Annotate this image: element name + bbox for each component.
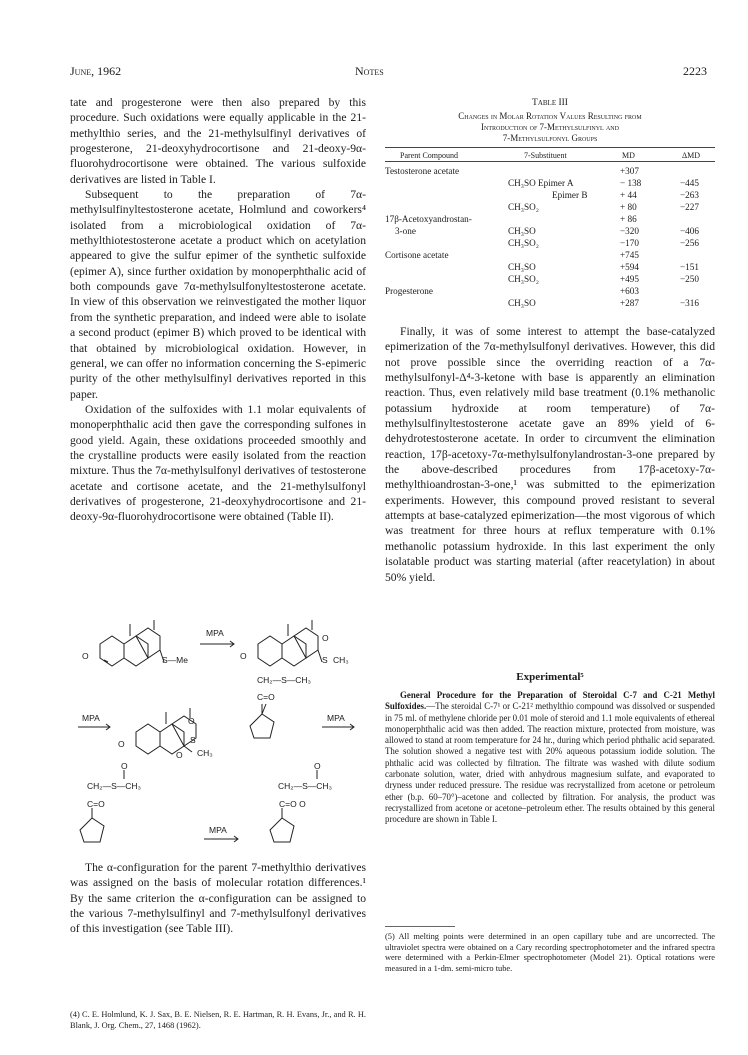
footnote: (5) All melting points were determined in an open capillary tube and are uncorrected. The ultraviolet spectra were obtained on a Cary recording spectrophotometer and the infrared spectra were determined with a Perkin-Elmer spectrophotometer (Model 21). Optical rotations were measured in a 1-dm. semi-micro tube.	[385, 932, 715, 973]
table-cell: CH₃SO₂	[508, 202, 539, 212]
table-cell: + 86	[620, 214, 637, 224]
table-cell: Epimer B	[552, 190, 588, 200]
table-cell: −170	[620, 238, 639, 248]
reaction-arrow-icon	[204, 835, 244, 843]
running-header-title: Notes	[355, 64, 384, 78]
table-cell: −263	[680, 190, 699, 200]
section-heading: Experimental⁵	[516, 671, 584, 683]
reaction-arrow-icon	[200, 640, 240, 648]
table-cell: +307	[620, 166, 639, 176]
table-caption: Changes in Molar Rotation Values Resulting from	[458, 111, 642, 121]
table-cell: −445	[680, 178, 699, 188]
left-column-top	[70, 95, 366, 525]
table-cell: − 138	[620, 178, 642, 188]
table-rule	[385, 161, 715, 162]
paragraph: Subsequent to the preparation of 7α-methylsulfinyltestosterone acetate, Holmlund and coworkers⁴ isolated from a microbiological oxidation of 7α-methylthiotestosterone acetate a product which on acetylation appeared to give the sulfur epimer of the synthetic sulfoxide (epimer A), since further oxidation by monoperphthalic acid of both compounds gave 7α-methylsulfonyltestosterone acetate. In view of this observation we reinvestigated the mother liquor from the synthetic preparation, and indeed were able to isolate a second product (epimer B) which proved to be identical with that obtained by microbiological oxidation. However, in general, we can offer no information concerning the S-epimeric purity of the other methylsulfinyl derivatives reported in this paper.	[70, 188, 366, 401]
keto-oxygen-label: O	[118, 739, 125, 749]
d-ring-structure	[244, 700, 294, 744]
table-cell: −406	[680, 226, 699, 236]
running-header-date: June, 1962	[70, 64, 122, 78]
table-cell: CH₃SO₂	[508, 274, 539, 284]
table-caption: 7-Methylsulfonyl Groups	[502, 133, 598, 143]
table-cell: 3-one	[395, 226, 416, 236]
table-cell: +287	[620, 298, 639, 308]
reaction-arrow-icon	[78, 723, 116, 731]
procedure-text: —The steroidal C-7¹ or C-21² methylthio compound was dissolved or suspended in 75 ml. of methylene chloride per 0.01 mole of steroid and 1.1 mole equivalents of ethereal monoperphthalic acid was then added. The reaction mixture, protected from moisture, was allowed to stand at room temperature for 24 hr., during which period phthalic acid separated. The solution showed a negative test with 20% aqueous potassium iodide solution. The phthalic acid was collected by filtration. The filtrate was washed with dilute sodium carbonate solution, water, dried with anhydrous magnesium sulfate, and evaporated to dryness under reduced pressure. The residue was recrystallized from acetone or petroleum ether (b.p. 60–70°)–acetone and collected by filtration. For analysis, the product was recrystallized from acetone or acetone–petroleum ether. The results obtained by this general procedure are shown in Table I.	[385, 701, 716, 825]
table-cell: −320	[620, 226, 639, 236]
bond-line	[120, 770, 130, 780]
table-cell: CH₃SO	[508, 298, 536, 308]
table-cell: −316	[680, 298, 699, 308]
reaction-arrow-label: MPA	[82, 713, 100, 723]
table-cell: + 44	[620, 190, 637, 200]
keto-oxygen-label: O	[240, 651, 247, 661]
methyl-label: CH₃	[197, 748, 213, 758]
table-header: Parent Compound	[400, 151, 458, 160]
paragraph: Finally, it was of some interest to attempt the base-catalyzed epimerization of the 7α-methylsulfonyl derivatives. However, this did not prove possible since the overriding reaction of a 7α-methylsulfonyl-Δ⁴-3-ketone with base is apparently an elimination reaction. Thus, even relatively mild base treatment (0.1% methanolic potassium hydroxide at room temperature) of 7α-methylsulfinyltestosterone acetate gave an 89% yield of 6-dehydrotestosterone acetate. In order to circumvent the elimination reaction, 17β-acetoxy-7α-methylsulfonylandrostan-3-one prepared by the above-described procedures from 17β-acetoxy-7α-methylthioandrostan-3-one,¹ was submitted to the epimerization experiments. However, this compound proved resistant to several attempts at base-catalyzed epimerization—the most vigorous of which was treatment for three hours at reflux temperature with 0.1% methanolic potassium hydroxide. In this last experiment the only isolatable product was starting material (after reacetylation) in about 50% yield.	[385, 325, 715, 584]
table-cell: CH₃SO₂	[508, 238, 539, 248]
reaction-arrow-label: MPA	[327, 713, 345, 723]
methyl-label: CH₃	[333, 655, 349, 665]
d-ring-structure	[266, 808, 316, 848]
carbonyl-label: C=O	[257, 692, 275, 702]
table-cell: −256	[680, 238, 699, 248]
table-header: ΔMD	[682, 151, 701, 160]
sulfoxide-oxygen-label: O	[121, 761, 128, 771]
table-cell: Cortisone acetate	[385, 250, 449, 260]
paragraph: tate and progesterone were then also prepared by this procedure. Such oxidations were equally applicable in the 21-methylthio series, and the 21-methylsulfinyl derivatives of progesterone, 21-deoxyhydrocortisone and 21-deoxy-9α-fluorohydrocortisone were obtained. The various sulfoxide derivatives are listed in Table I.	[70, 96, 366, 186]
table-cell: CH₃SO	[508, 262, 536, 272]
table-header: 7-Substituent	[524, 151, 567, 160]
procedure-title: General Procedure for the Preparation of Steroidal C-7 and C-21 Methyl Sulfoxides.	[385, 690, 715, 712]
right-column-body	[385, 324, 715, 585]
methylthio-label: S—Me	[162, 655, 188, 665]
sulfur-label: S	[322, 655, 328, 665]
keto-oxygen-label: O	[82, 651, 89, 661]
table-cell: +603	[620, 286, 639, 296]
d-ring-structure	[76, 808, 126, 848]
page-number: 2223	[683, 64, 707, 78]
carbonyl-label: C=O O	[279, 799, 306, 809]
table-rule	[385, 147, 715, 148]
table-header: MD	[622, 151, 635, 160]
experimental-body	[385, 690, 715, 826]
table-cell: 17β-Acetoxyandrostan-	[385, 214, 472, 224]
table-cell: +495	[620, 274, 639, 284]
table-cell: +745	[620, 250, 639, 260]
table-cell: +594	[620, 262, 639, 272]
footnote: (4) C. E. Holmlund, K. J. Sax, B. E. Nielsen, R. E. Hartman, R. H. Evans, Jr., and R. H. Blank, J. Org. Chem., 27, 1468 (1962).	[70, 1010, 366, 1030]
reaction-arrow-label: MPA	[206, 628, 224, 638]
sulfur-label: S	[190, 735, 196, 745]
table-cell: CH₃SO Epimer A	[508, 178, 574, 188]
sulfone-oxygen-label: O	[314, 761, 321, 771]
sulfone-oxygen-label: O	[176, 750, 183, 760]
bond-line	[313, 770, 323, 780]
paragraph: The α-configuration for the parent 7-methylthio derivatives was assigned on the basis of molecular rotation differences.¹ By the same criterion the α-configuration can be assigned to the various 7-methylsulfinyl and 7-methylsulfonyl derivatives of this investigation (see Table III).	[70, 861, 366, 936]
table-label: Table III	[532, 98, 568, 108]
reaction-arrow-icon	[322, 723, 360, 731]
table-cell: −250	[680, 274, 699, 284]
table-cell: −151	[680, 262, 699, 272]
reaction-arrow-label: MPA	[209, 825, 227, 835]
sulfoxide-oxygen-label: O	[322, 633, 329, 643]
footnote-rule	[385, 926, 455, 927]
carbonyl-label: C=O	[87, 799, 105, 809]
side-chain-label: CH₂—S—CH₃	[87, 781, 141, 791]
table-cell: CH₃SO	[508, 226, 536, 236]
side-chain-label: CH₂—S—CH₃	[278, 781, 332, 791]
paragraph: Oxidation of the sulfoxides with 1.1 molar equivalents of monoperphthalic acid then gave the corresponding sulfones in good yield. Again, these oxidations proceeded smoothly and the crystalline products were easily isolated from the reaction mixture. Thus the 7α-methylsulfonyl derivatives of testosterone acetate and cortisone acetate, and the 21-methylsulfonyl derivatives of progesterone, 21-deoxyhydrocortisone and 21-deoxy-9α-fluorohydrocortisone were obtained (Table II).	[70, 402, 366, 524]
table-cell: −227	[680, 202, 699, 212]
left-column-bottom	[70, 860, 366, 937]
table-cell: Progesterone	[385, 286, 433, 296]
table-caption: Introduction of 7-Methylsulfinyl and	[481, 122, 619, 132]
sulfone-oxygen-label: O	[188, 716, 195, 726]
table-cell: Testosterone acetate	[385, 166, 460, 176]
table-cell: + 80	[620, 202, 637, 212]
side-chain-label: CH₂—S—CH₃	[257, 675, 311, 685]
